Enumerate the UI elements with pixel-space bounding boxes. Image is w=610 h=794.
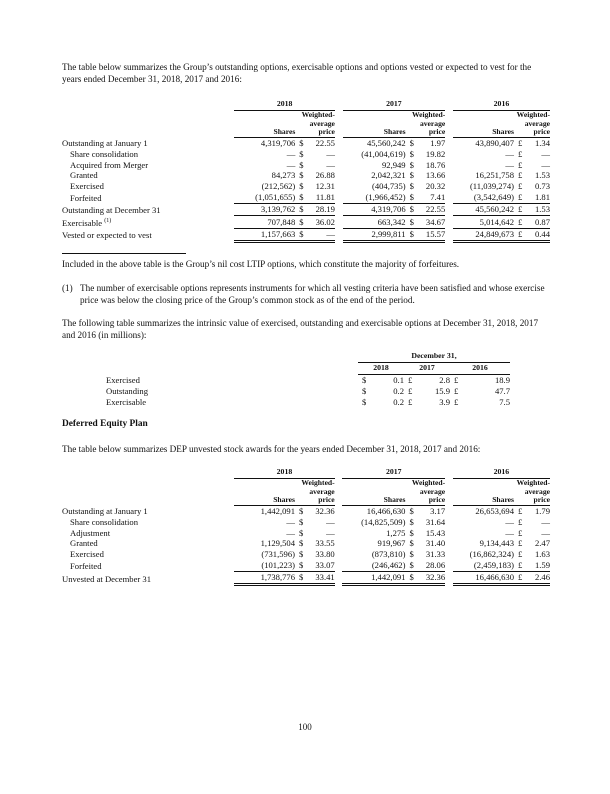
table-row — [62, 549, 550, 560]
year-header: 2018 — [234, 99, 335, 110]
currency-cell: £ — [514, 228, 526, 241]
currency-cell: $ — [409, 137, 414, 148]
col-wap: Weighted- average price — [514, 478, 550, 505]
price-cell: — — [326, 527, 335, 538]
shares-cell: (11,039,274) — [469, 181, 515, 192]
shares-cell: (873,810) — [371, 549, 406, 560]
row-label: Vested or expected to vest — [62, 230, 152, 241]
col-shares: Shares — [342, 478, 405, 505]
shares-cell: 84,273 — [271, 170, 296, 181]
shares-cell: (41,004,619) — [361, 148, 406, 159]
shares-cell: 43,890,407 — [475, 137, 515, 148]
price-cell: 3.17 — [430, 505, 446, 516]
year-header: 2017 — [404, 362, 450, 374]
price-cell: 32.36 — [417, 572, 445, 585]
currency-cell: $ — [409, 549, 414, 560]
options-intro: The table below summarizes the Group’s outstanding options, exercisable options and options vested or expected to vest for the years ended December 31, 2018, 2017 and 2016: — [62, 62, 532, 84]
dep-heading: Deferred Equity Plan — [62, 419, 148, 429]
shares-cell: 1,738,776 — [234, 572, 295, 585]
currency-cell: £ — [514, 192, 526, 203]
price-cell: — — [541, 148, 550, 159]
shares-cell: 26,653,694 — [475, 505, 515, 516]
shares-cell: 1,275 — [386, 527, 406, 538]
currency-cell: $ — [406, 204, 418, 216]
currency-cell: $ — [362, 385, 367, 396]
price-cell: — — [541, 516, 550, 527]
price-cell: 33.80 — [315, 549, 335, 560]
currency-cell: £ — [454, 374, 459, 385]
col-wap: Weighted- average price — [295, 110, 335, 137]
shares-cell: — — [505, 516, 515, 527]
year-header: 2017 — [343, 99, 446, 110]
price-cell: 1.81 — [526, 192, 550, 203]
currency-cell: $ — [299, 159, 304, 170]
price-cell: 20.32 — [425, 181, 446, 192]
row-label: Share consolidation — [70, 516, 139, 527]
shares-cell: (16,862,324) — [469, 549, 515, 560]
row-label: Forfeited — [70, 560, 102, 571]
price-cell: 15.43 — [425, 527, 446, 538]
currency-cell: £ — [518, 527, 523, 538]
shares-cell: (1,051,655) — [234, 192, 295, 203]
shares-cell: 707,848 — [234, 216, 295, 229]
footnote-divider — [62, 253, 186, 254]
price-cell: — — [541, 527, 550, 538]
shares-cell: 1,442,091 — [342, 572, 405, 585]
shares-cell: 45,560,242 — [453, 204, 514, 216]
price-cell: 1.53 — [534, 170, 550, 181]
currency-cell: £ — [518, 159, 523, 170]
price-cell: 22.55 — [315, 137, 335, 148]
row-label: Exercisable $^{(1)}$ — [62, 217, 112, 228]
price-cell: 0.73 — [534, 181, 550, 192]
currency-cell: £ — [518, 549, 523, 560]
row-label: Share consolidation — [70, 148, 139, 159]
shares-cell: 2,042,321 — [371, 170, 406, 181]
currency-cell: £ — [518, 516, 523, 527]
currency-cell: $ — [299, 549, 304, 560]
table-row — [62, 160, 550, 171]
currency-cell: $ — [409, 538, 414, 549]
shares-cell: — — [286, 148, 296, 159]
col-wap: Weighted- average price — [405, 478, 445, 505]
shares-cell: 1,129,504 — [260, 538, 295, 549]
table-row — [62, 560, 550, 571]
value-cell: 18.9 — [494, 374, 510, 385]
price-cell: 1.79 — [534, 505, 550, 516]
intrinsic-value-table — [106, 351, 510, 408]
shares-cell: 3,139,762 — [234, 204, 295, 216]
shares-cell: 9,134,443 — [479, 538, 515, 549]
year-header: 2017 — [342, 467, 445, 478]
price-cell: — — [326, 159, 335, 170]
shares-cell: (1,966,452) — [343, 192, 406, 203]
price-cell: 18.76 — [425, 159, 446, 170]
table-row — [62, 528, 550, 539]
currency-cell: $ — [299, 505, 304, 516]
price-cell: 0.87 — [526, 216, 550, 229]
table-row — [106, 397, 510, 408]
table-row — [62, 517, 550, 528]
price-cell: 12.31 — [315, 181, 335, 192]
price-cell: 15.57 — [418, 228, 446, 241]
currency-cell: $ — [406, 216, 418, 229]
table-row — [62, 204, 550, 216]
currency-cell: £ — [518, 181, 523, 192]
currency-cell: £ — [408, 396, 413, 407]
currency-cell: $ — [295, 228, 307, 241]
year-header: 2018 — [234, 467, 334, 478]
currency-cell: £ — [514, 204, 526, 216]
shares-cell: 16,466,630 — [366, 505, 406, 516]
shares-cell: 919,967 — [377, 538, 406, 549]
row-label: Outstanding at December 31 — [62, 204, 161, 215]
shares-cell: 5,014,642 — [453, 216, 514, 229]
shares-cell: — — [286, 159, 296, 170]
row-label: Exercisable — [106, 396, 147, 407]
row-label: Outstanding — [106, 385, 149, 396]
currency-cell: $ — [409, 170, 414, 181]
col-shares: Shares — [343, 110, 406, 137]
currency-cell: $ — [409, 181, 414, 192]
currency-cell: £ — [518, 505, 523, 516]
value-cell: 2.8 — [439, 374, 450, 385]
price-cell: 19.82 — [425, 148, 446, 159]
price-cell: 26.88 — [315, 170, 335, 181]
currency-cell: £ — [518, 137, 523, 148]
currency-cell: $ — [362, 374, 367, 385]
currency-cell: $ — [406, 228, 418, 241]
year-header: 2016 — [450, 362, 510, 374]
price-cell: 33.07 — [307, 560, 335, 571]
price-cell: — — [326, 148, 335, 159]
shares-cell: 92,949 — [381, 159, 406, 170]
price-cell: 34.67 — [418, 216, 446, 229]
price-cell: 13.66 — [425, 170, 446, 181]
table-row — [62, 170, 550, 181]
options-year-row — [62, 99, 550, 110]
shares-cell: 663,342 — [343, 216, 406, 229]
table-row — [62, 538, 550, 549]
table-row — [62, 572, 550, 585]
shares-cell: 1,157,663 — [234, 228, 295, 241]
price-cell: 28.06 — [417, 560, 445, 571]
table-row — [106, 374, 510, 385]
footnote-reference: (1) — [104, 217, 112, 224]
shares-cell: — — [286, 527, 295, 538]
col-shares: Shares — [234, 110, 295, 137]
shares-cell: (731,596) — [261, 549, 295, 560]
value-cell: 0.1 — [393, 374, 404, 385]
currency-cell: $ — [295, 560, 307, 571]
price-cell: 1.97 — [430, 137, 446, 148]
price-cell: 1.63 — [534, 549, 550, 560]
row-label: Exercised — [106, 374, 140, 385]
price-cell: 31.40 — [425, 538, 446, 549]
currency-cell: $ — [409, 527, 414, 538]
shares-cell: 24,849,673 — [453, 228, 514, 241]
currency-cell: $ — [405, 572, 417, 585]
col-wap: Weighted- average price — [514, 110, 550, 137]
currency-cell: $ — [299, 516, 304, 527]
shares-cell: (212,562) — [261, 181, 296, 192]
price-cell: 31.64 — [425, 516, 446, 527]
shares-cell: (404,735) — [371, 181, 406, 192]
col-shares: Shares — [453, 110, 514, 137]
value-cell: 47.7 — [494, 385, 510, 396]
currency-cell: $ — [409, 516, 414, 527]
year-header: 2016 — [453, 467, 550, 478]
table-row — [62, 192, 550, 203]
currency-cell: £ — [408, 385, 413, 396]
shares-cell: (2,459,183) — [453, 560, 514, 571]
currency-cell: $ — [295, 192, 307, 203]
footnote-text: The number of exercisable options represents instruments for which all vesting criteria have been satisfied and whose exercise price was below the closing price of the Group’s common stock as of the end of the period. — [80, 283, 545, 305]
year-header: 2016 — [453, 99, 550, 110]
currency-cell: $ — [299, 170, 304, 181]
december-header: December 31, — [358, 351, 510, 362]
price-cell: 33.55 — [315, 538, 335, 549]
currency-cell: £ — [408, 374, 413, 385]
price-cell: 1.34 — [534, 137, 550, 148]
row-label: Outstanding at January 1 — [62, 137, 148, 148]
col-shares: Shares — [234, 478, 295, 505]
currency-cell: $ — [295, 216, 307, 229]
currency-cell: $ — [299, 538, 304, 549]
currency-cell: $ — [406, 192, 418, 203]
price-cell: 22.55 — [418, 204, 446, 216]
row-label: Adjustment — [70, 527, 111, 538]
price-cell: 32.36 — [315, 505, 335, 516]
price-cell: 36.02 — [307, 216, 335, 229]
value-cell: 0.2 — [393, 385, 404, 396]
table-row — [62, 149, 550, 160]
currency-cell: $ — [409, 505, 414, 516]
intrinsic-intro: The following table summarizes the intrinsic value of exercised, outstanding and exercisable options at December 31, 2018, 2017 and 2016 (in millions): — [62, 318, 539, 340]
shares-cell: 16,251,758 — [475, 170, 515, 181]
value-cell: 0.2 — [393, 396, 404, 407]
price-cell: 7.41 — [418, 192, 446, 203]
table-row — [62, 505, 550, 516]
page-number: 100 — [298, 722, 312, 732]
shares-cell: 16,466,630 — [453, 572, 514, 585]
currency-cell: £ — [454, 385, 459, 396]
currency-cell: $ — [409, 148, 414, 159]
price-cell: 0.44 — [526, 228, 550, 241]
currency-cell: £ — [518, 538, 523, 549]
table-row — [62, 228, 550, 241]
currency-cell: $ — [299, 137, 304, 148]
col-wap: Weighted- average price — [295, 478, 335, 505]
currency-cell: £ — [514, 216, 526, 229]
currency-cell: $ — [409, 159, 414, 170]
shares-cell: (101,223) — [234, 560, 295, 571]
shares-cell: (246,462) — [342, 560, 405, 571]
price-cell: 11.81 — [307, 192, 335, 203]
row-label: Acquired from Merger — [70, 159, 149, 170]
footnote-marker: (1) — [62, 283, 73, 293]
currency-cell: $ — [295, 572, 307, 585]
shares-cell: 4,319,706 — [260, 137, 296, 148]
value-cell: 3.9 — [439, 396, 450, 407]
table-row — [62, 181, 550, 192]
row-label: Granted — [70, 170, 98, 181]
currency-cell: $ — [299, 148, 304, 159]
row-label: Granted — [70, 538, 98, 549]
table-row — [62, 137, 550, 148]
price-cell: — — [307, 228, 335, 241]
price-cell: 28.19 — [307, 204, 335, 216]
options-table — [62, 99, 550, 243]
table-row — [106, 386, 510, 397]
shares-cell: (14,825,509) — [361, 516, 406, 527]
row-label: Outstanding at January 1 — [62, 505, 148, 516]
row-label: Exercised — [70, 549, 104, 560]
currency-cell: £ — [454, 396, 459, 407]
table-row — [62, 216, 550, 229]
year-header: 2018 — [358, 362, 404, 374]
shares-cell: 4,319,706 — [343, 204, 406, 216]
shares-cell: — — [505, 527, 515, 538]
price-cell: 2.46 — [526, 572, 550, 585]
currency-cell: £ — [518, 148, 523, 159]
value-cell: 7.5 — [499, 396, 510, 407]
currency-cell: $ — [299, 181, 304, 192]
shares-cell: — — [505, 159, 515, 170]
currency-cell: £ — [514, 560, 526, 571]
shares-cell: 2,999,811 — [343, 228, 406, 241]
col-shares: Shares — [453, 478, 514, 505]
shares-cell: — — [505, 148, 515, 159]
shares-cell: 1,442,091 — [260, 505, 295, 516]
currency-cell: $ — [299, 527, 304, 538]
dep-table — [62, 467, 550, 586]
col-wap: Weighted- average price — [406, 110, 446, 137]
shares-cell: (3,542,649) — [453, 192, 514, 203]
options-column-header-row — [62, 110, 550, 137]
currency-cell: $ — [295, 204, 307, 216]
currency-cell: $ — [405, 560, 417, 571]
dep-intro: The table below summarizes DEP unvested stock awards for the years ended December 31, 2018, 2017 and 2016: — [62, 444, 481, 454]
price-cell: 33.41 — [307, 572, 335, 585]
currency-cell: £ — [514, 572, 526, 585]
price-cell: 1.59 — [526, 560, 550, 571]
row-label: Exercised — [70, 181, 104, 192]
currency-cell: £ — [518, 170, 523, 181]
currency-cell: $ — [362, 396, 367, 407]
price-cell: — — [326, 516, 335, 527]
value-cell: 15.9 — [434, 385, 450, 396]
row-label: Forfeited — [70, 192, 102, 203]
price-cell: 31.33 — [425, 549, 446, 560]
ltip-note: Included in the above table is the Group’s nil cost LTIP options, which constitute the majority of forfeitures. — [62, 259, 460, 269]
shares-cell: 45,560,242 — [366, 137, 406, 148]
row-label: Unvested at December 31 — [62, 573, 152, 584]
price-cell: 2.47 — [534, 538, 550, 549]
price-cell: 1.53 — [526, 204, 550, 216]
price-cell: — — [541, 159, 550, 170]
shares-cell: — — [286, 516, 295, 527]
